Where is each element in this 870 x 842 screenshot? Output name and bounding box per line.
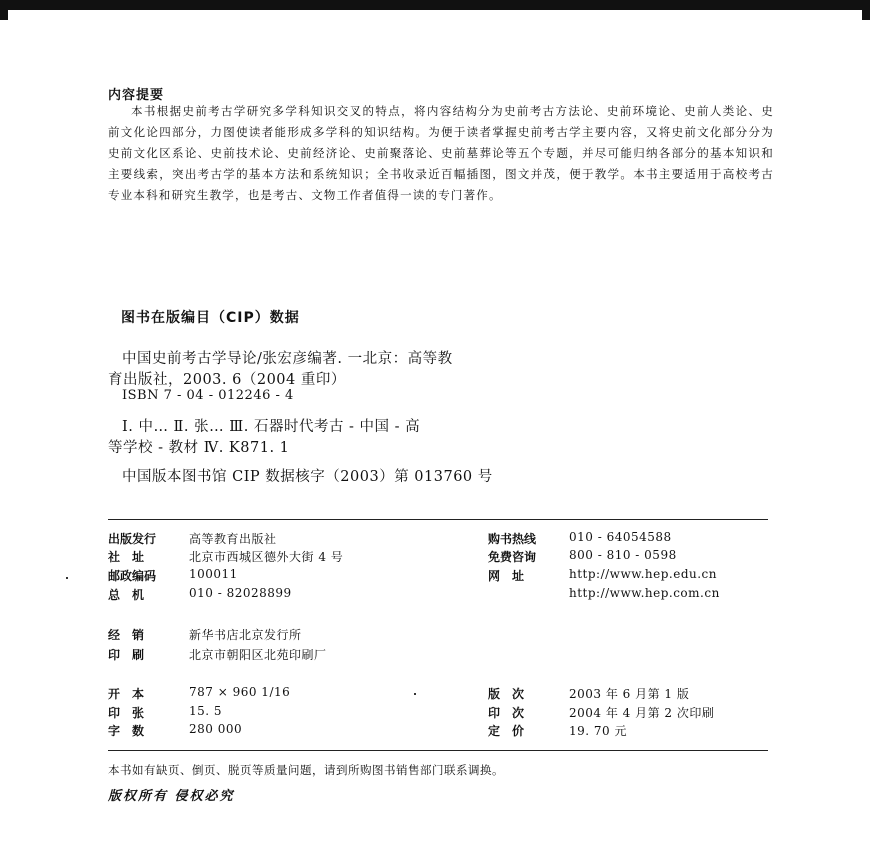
info-value: 100011 — [189, 567, 238, 581]
info-key: 购书热线 — [488, 532, 537, 546]
info-value: 19. 70 元 — [569, 724, 627, 738]
copyright-notice: 版权所有 侵权必究 — [108, 789, 235, 804]
info-key: 印 张 — [108, 706, 145, 720]
cip-line-4: Ⅰ. 中… Ⅱ. 张… Ⅲ. 石器时代考古 - 中国 - 高 — [122, 419, 421, 435]
cip-verify: 中国版本图书馆 CIP 数据核字（2003）第 013760 号 — [122, 469, 493, 485]
summary-title: 内容提要 — [108, 88, 165, 103]
info-key: 印 刷 — [108, 648, 145, 662]
website-link[interactable]: http://www.hep.com.cn — [569, 586, 720, 600]
summary-paragraph: 本书根据史前考古学研究多学科知识交叉的特点，将内容结构分为史前考古方法论、史前环境论、史前人类论、史前文化论四部分，力图使读者能形成多学科的知识结构。为便于读者掌握史前考古学主要内容，又将史前文化部分分为史前文化区系论、史前技术论、史前经济论、史前聚落论、史前墓葬论等五个专题，并尽可能归纳各部分的基本知识和主要线索，突出考古学的基本方法和系统知识；全书收录近百幅插图，图文并茂，便于教学。本书主要适用于高校考古专业本科和研究生教学，也是考古、文物工作者值得一读的专门著作。 — [108, 104, 774, 202]
info-value: 2004 年 4 月第 2 次印刷 — [569, 706, 715, 720]
info-value: 787 × 960 1/16 — [189, 685, 291, 699]
info-value: 北京市西城区德外大街 4 号 — [189, 550, 344, 564]
info-key: 总 机 — [108, 588, 145, 602]
website-link[interactable]: http://www.hep.edu.cn — [569, 567, 717, 581]
scan-border — [0, 0, 870, 20]
info-key: 字 数 — [108, 724, 145, 738]
cip-line-1: 中国史前考古学导论/张宏彦编著. 一北京：高等教 — [122, 351, 453, 367]
info-value: 高等教育出版社 — [189, 532, 277, 546]
cip-isbn: ISBN 7 - 04 - 012246 - 4 — [122, 388, 294, 403]
info-value: 280 000 — [189, 722, 243, 736]
cip-title: 图书在版编目（CIP）数据 — [121, 310, 300, 326]
scan-speck — [414, 693, 416, 695]
summary-text — [108, 101, 774, 206]
info-value: 15. 5 — [189, 704, 223, 718]
info-key: 版 次 — [488, 687, 525, 701]
info-value: 2003 年 6 月第 1 版 — [569, 687, 690, 701]
info-key: 出版发行 — [108, 532, 157, 546]
info-key: 定 价 — [488, 724, 525, 738]
info-value: 800 - 810 - 0598 — [569, 548, 677, 562]
scan-speck — [66, 577, 68, 579]
info-key: 开 本 — [108, 687, 145, 701]
info-key: 网 址 — [488, 569, 525, 583]
info-value: 新华书店北京发行所 — [189, 628, 302, 642]
cip-line-2: 育出版社，2003. 6（2004 重印） — [108, 372, 346, 388]
info-value: 010 - 82028899 — [189, 586, 292, 600]
info-key: 社 址 — [108, 550, 145, 564]
info-value: 010 - 64054588 — [569, 530, 672, 544]
divider-bottom — [108, 750, 768, 751]
info-key: 印 次 — [488, 706, 525, 720]
info-value: 北京市朝阳区北苑印刷厂 — [189, 648, 327, 662]
cip-line-5: 等学校 - 教材 Ⅳ. K871. 1 — [108, 440, 290, 456]
info-key: 经 销 — [108, 628, 145, 642]
divider-top — [108, 519, 768, 520]
quality-notice: 本书如有缺页、倒页、脱页等质量问题，请到所购图书销售部门联系调换。 — [108, 763, 504, 777]
info-key: 免费咨询 — [488, 550, 537, 564]
info-key: 邮政编码 — [108, 569, 157, 583]
